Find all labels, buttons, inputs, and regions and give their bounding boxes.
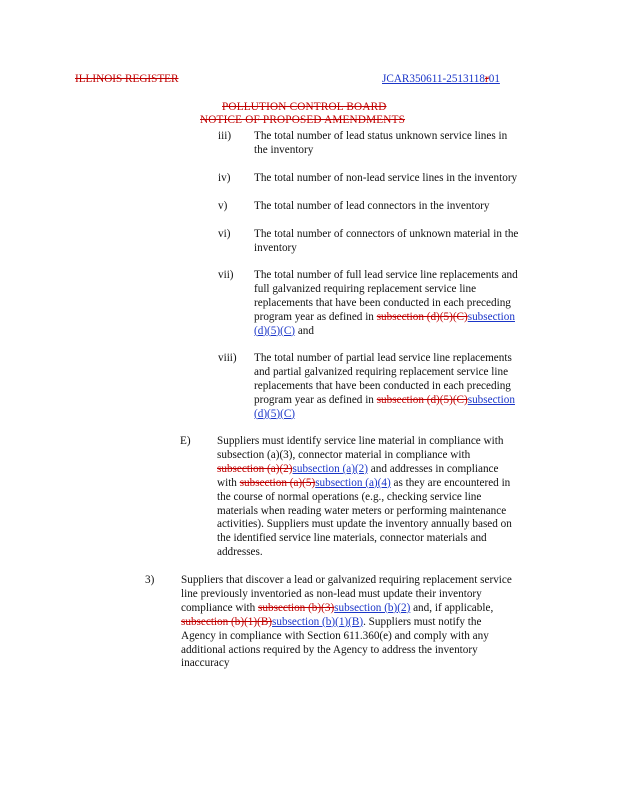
deleted-reference: subsection (b)(1)(B) xyxy=(181,615,273,628)
text-run: with xyxy=(217,476,240,489)
item-vii-text xyxy=(254,269,584,339)
line xyxy=(254,325,584,339)
deleted-reference: subsection (a)(2) xyxy=(217,462,293,475)
item-e-label: E) xyxy=(180,435,191,447)
item-iv-text: The total number of non-lead service lines in the inventory xyxy=(254,172,518,184)
register-header-deleted: ILLINOIS REGISTER xyxy=(75,73,179,85)
deleted-reference: subsection (d)(5)(C) xyxy=(376,310,468,323)
line: addresses. xyxy=(217,546,263,559)
inserted-reference-link[interactable]: (d)(5)(C) xyxy=(254,407,296,420)
text-run: compliance with xyxy=(181,601,259,614)
line: replacements that have been conducted in each preceding xyxy=(254,296,511,309)
item-e-text xyxy=(217,435,587,560)
text-run: and, if applicable, xyxy=(410,601,494,614)
text-run: . Suppliers must notify the xyxy=(363,615,482,628)
inserted-reference-link[interactable]: subsection xyxy=(467,310,515,323)
item-iii-text xyxy=(254,130,584,158)
inserted-reference-link[interactable]: subsection (a)(4) xyxy=(315,476,391,489)
item-iii-label: iii) xyxy=(218,130,232,142)
text-run: and xyxy=(295,324,314,337)
deleted-reference: subsection (d)(5)(C) xyxy=(376,393,468,406)
line: and partial galvanized requiring replacement service line xyxy=(254,365,509,378)
text-run: and addresses in compliance xyxy=(368,462,499,475)
line: Suppliers that discover a lead or galvanized requiring replacement service xyxy=(181,574,512,586)
line xyxy=(217,477,587,491)
inserted-reference-link[interactable]: subsection (b)(2) xyxy=(334,601,411,614)
item-iv-label: iv) xyxy=(218,172,231,184)
line: The total number of connectors of unknown material in the xyxy=(254,228,519,240)
item-vi-label: vi) xyxy=(218,228,231,240)
line xyxy=(181,616,591,630)
line: inventory xyxy=(254,241,297,254)
jcar-id xyxy=(382,73,500,87)
item-vii-label: vii) xyxy=(218,269,234,281)
line: the course of normal operations (e.g., checking service line xyxy=(217,490,482,503)
item-viii-text xyxy=(254,352,584,422)
line: the inventory xyxy=(254,143,314,156)
item-viii-label: viii) xyxy=(218,352,237,364)
board-title-deleted: POLLUTION CONTROL BOARD xyxy=(222,101,387,113)
item-v-label: v) xyxy=(218,200,228,212)
line xyxy=(217,463,587,477)
line: Agency in compliance with Section 611.360(e) and comply with any xyxy=(181,629,489,642)
line: additional actions required by the Agency to address the inventory xyxy=(181,643,478,656)
line: Suppliers must identify service line material in compliance with xyxy=(217,435,504,447)
item-vi-text xyxy=(254,228,584,256)
jcar-id-deleted: r xyxy=(484,73,489,85)
line: materials when reading water meters or performing maintenance xyxy=(217,504,507,517)
line xyxy=(181,602,591,616)
item-3-text xyxy=(181,574,591,671)
deleted-reference: subsection (b)(3) xyxy=(258,601,335,614)
line: inaccuracy xyxy=(181,657,230,670)
line xyxy=(254,311,584,325)
line: The total number of partial lead service line replacements xyxy=(254,352,512,364)
inserted-reference-link[interactable]: subsection (a)(2) xyxy=(292,462,368,475)
line: line previously inventoried as non-lead must update their inventory xyxy=(181,587,482,600)
line: The total number of lead status unknown service lines in xyxy=(254,130,508,142)
text-run: program year as defined in xyxy=(254,393,377,406)
line xyxy=(254,394,584,408)
text-run: as they are encountered in xyxy=(390,476,511,489)
item-3-label: 3) xyxy=(145,574,155,586)
line: The total number of full lead service line replacements and xyxy=(254,269,518,281)
inserted-reference-link[interactable]: subsection xyxy=(467,393,515,406)
line: activities). Suppliers must update the inventory annually based on xyxy=(217,518,512,531)
jcar-id-main: JCAR350611-2513118 xyxy=(382,73,485,85)
inserted-reference-link[interactable]: subsection (b)(1)(B) xyxy=(272,615,364,628)
jcar-id-tail: 01 xyxy=(488,73,500,85)
text-run: program year as defined in xyxy=(254,310,377,323)
line: replacements that have been conducted in each preceding xyxy=(254,379,511,392)
item-v-text: The total number of lead connectors in the inventory xyxy=(254,200,490,212)
line: the identified service line materials, connector materials and xyxy=(217,532,487,545)
deleted-reference: subsection (a)(5) xyxy=(239,476,316,489)
line: full galvanized requiring replacement service line xyxy=(254,282,477,295)
line xyxy=(254,408,584,422)
inserted-reference-link[interactable]: (d)(5)(C) xyxy=(254,324,296,337)
notice-title-deleted: NOTICE OF PROPOSED AMENDMENTS xyxy=(200,114,406,126)
line: subsection (a)(3), connector material in compliance with xyxy=(217,448,471,461)
